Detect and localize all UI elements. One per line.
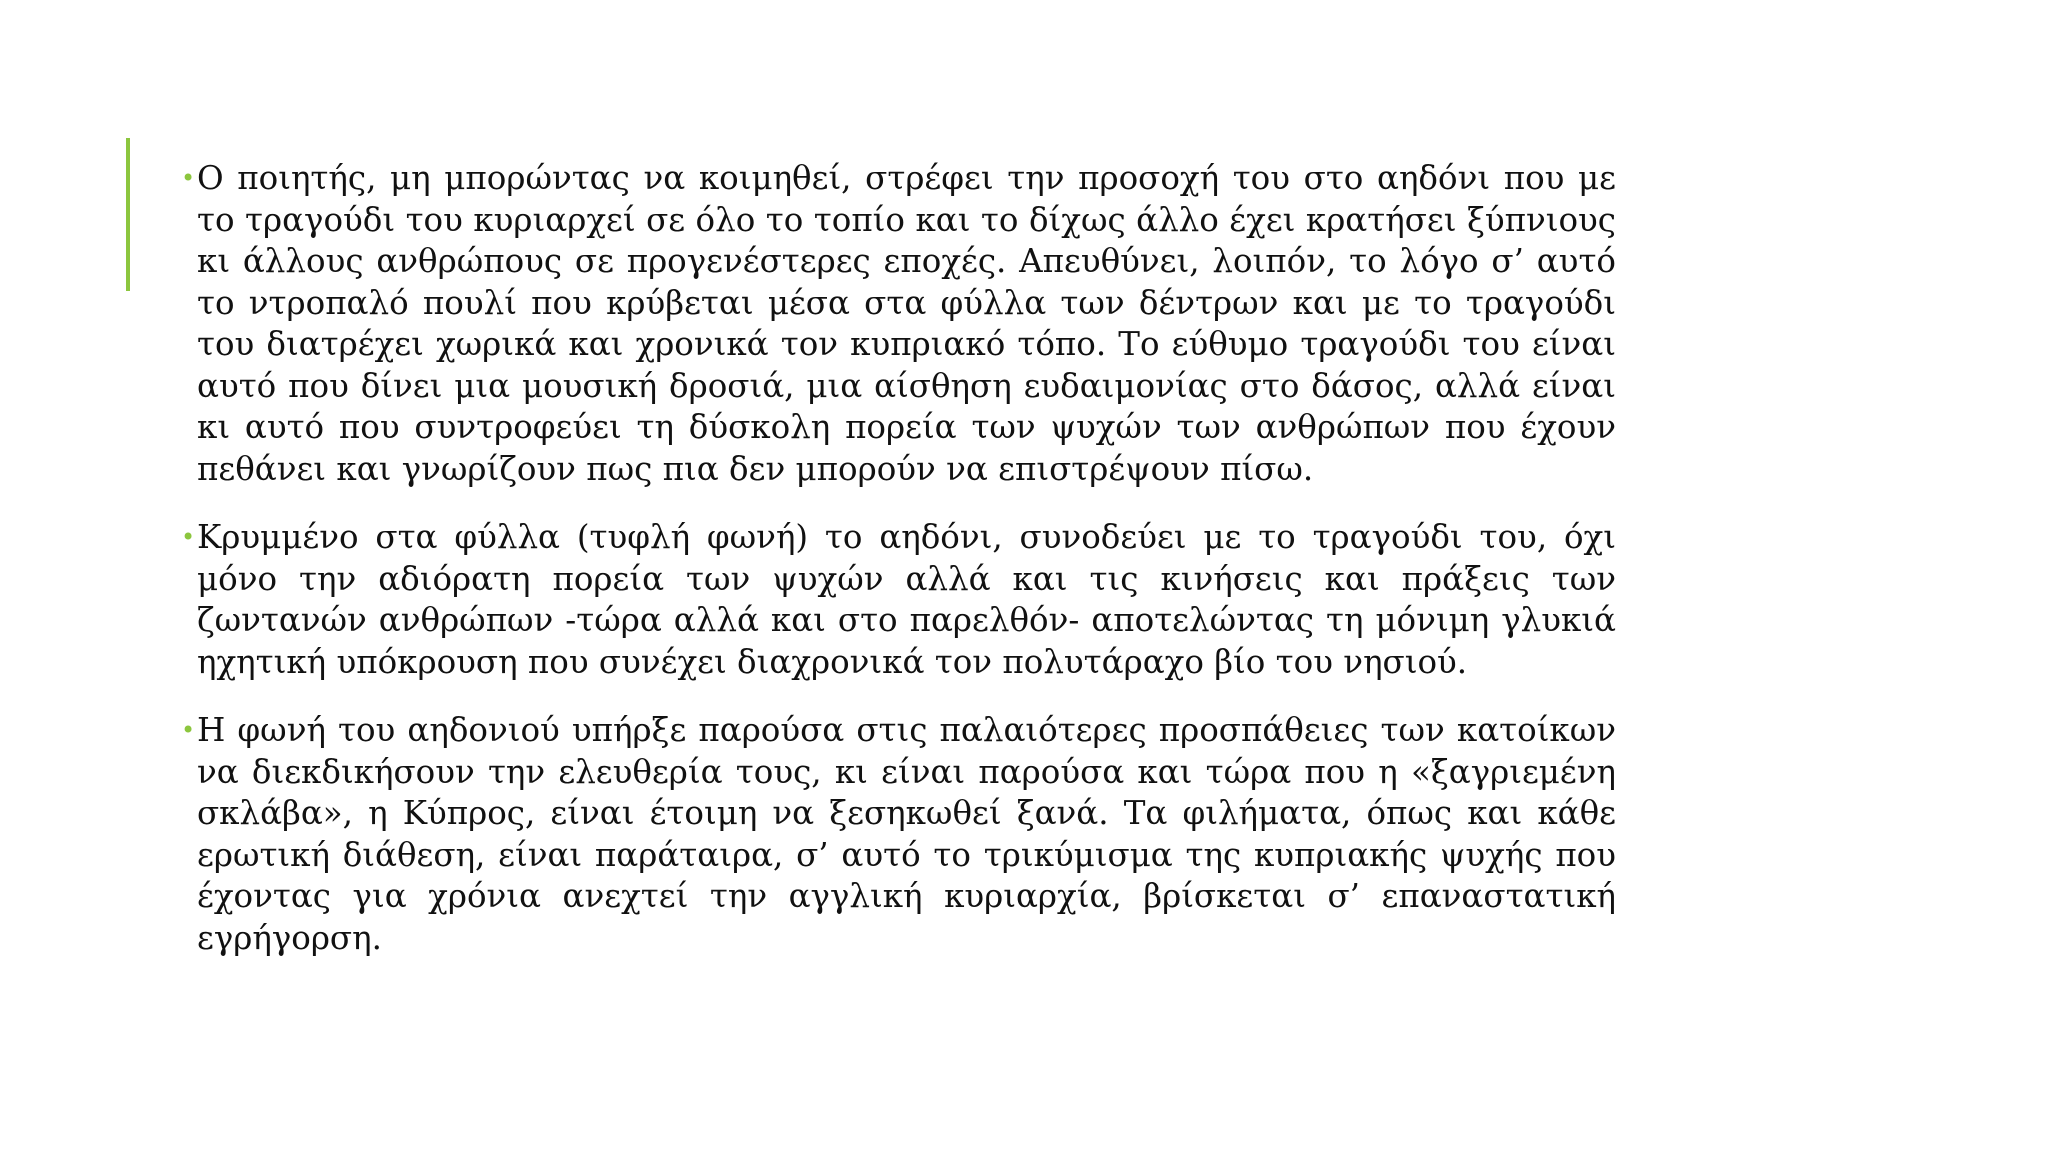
bullet-paragraph-1: [182, 158, 1616, 490]
paragraph-text: Κρυμμένο στα φύλλα (τυφλή φωνή) το αηδόνι, συνοδεύει με το τραγούδι του, όχι μόνο την αδιόρατη πορεία των ψυχών αλλά και τις κινήσεις και πράξεις των ζωντανών ανθρώπων -τώρα αλλά και στο παρελθόν- αποτελώντας τη μόνιμη γλυκιά ηχητική υπόκρουση που συνέχει διαχρονικά τον πολυτάραχο βίο του νησιού.: [197, 518, 1616, 681]
paragraph-text: Ο ποιητής, μη μπορώντας να κοιμηθεί, στρέφει την προσοχή του στο αηδόνι που με το τραγούδι του κυριαρχεί σε όλο το τοπίο και το δίχως άλλο έχει κρατήσει ξύπνιους κι άλλους ανθρώπους σε προγενέστερες εποχές. Απευθύνει, λοιπόν, το λόγο σ’ αυτό το ντροπαλό πουλί που κρύβεται μέσα στα φύλλα των δέντρων και με το τραγούδι του διατρέχει χωρικά και χρονικά τον κυπριακό τόπο. Το εύθυμο τραγούδι του είναι αυτό που δίνει μια μουσική δροσιά, μια αίσθηση ευδαιμονίας στο δάσος, αλλά είναι κι αυτό που συντροφεύει τη δύσκολη πορεία των ψυχών των ανθρώπων που έχουν πεθάνει και γνωρίζουν πως πια δεν μπορούν να επιστρέψουν πίσω.: [197, 159, 1616, 488]
bullet-paragraph-2: [182, 517, 1616, 683]
bullet-icon: •: [181, 716, 196, 744]
bullet-icon: •: [181, 164, 196, 192]
bullet-icon: •: [181, 523, 196, 551]
paragraph-text: Η φωνή του αηδονιού υπήρξε παρούσα στις παλαιότερες προσπάθειες των κατοίκων να διεκδικήσουν την ελευθερία τους, κι είναι παρούσα και τώρα που η «ξαγριεμένη σκλάβα», η Κύπρος, είναι έτοιμη να ξεσηκωθεί ξανά. Τα φιλήματα, όπως και κάθε ερωτική διάθεση, είναι παράταιρα, σ’ αυτό το τρικύμισμα της κυπριακής ψυχής που έχοντας για χρόνια ανεχτεί την αγγλική κυριαρχία, βρίσκεται σ’ επαναστατική εγρήγορση.: [197, 711, 1616, 957]
accent-bar: [126, 138, 130, 291]
bullet-paragraph-3: [182, 710, 1616, 959]
slide-body: [182, 158, 1616, 986]
